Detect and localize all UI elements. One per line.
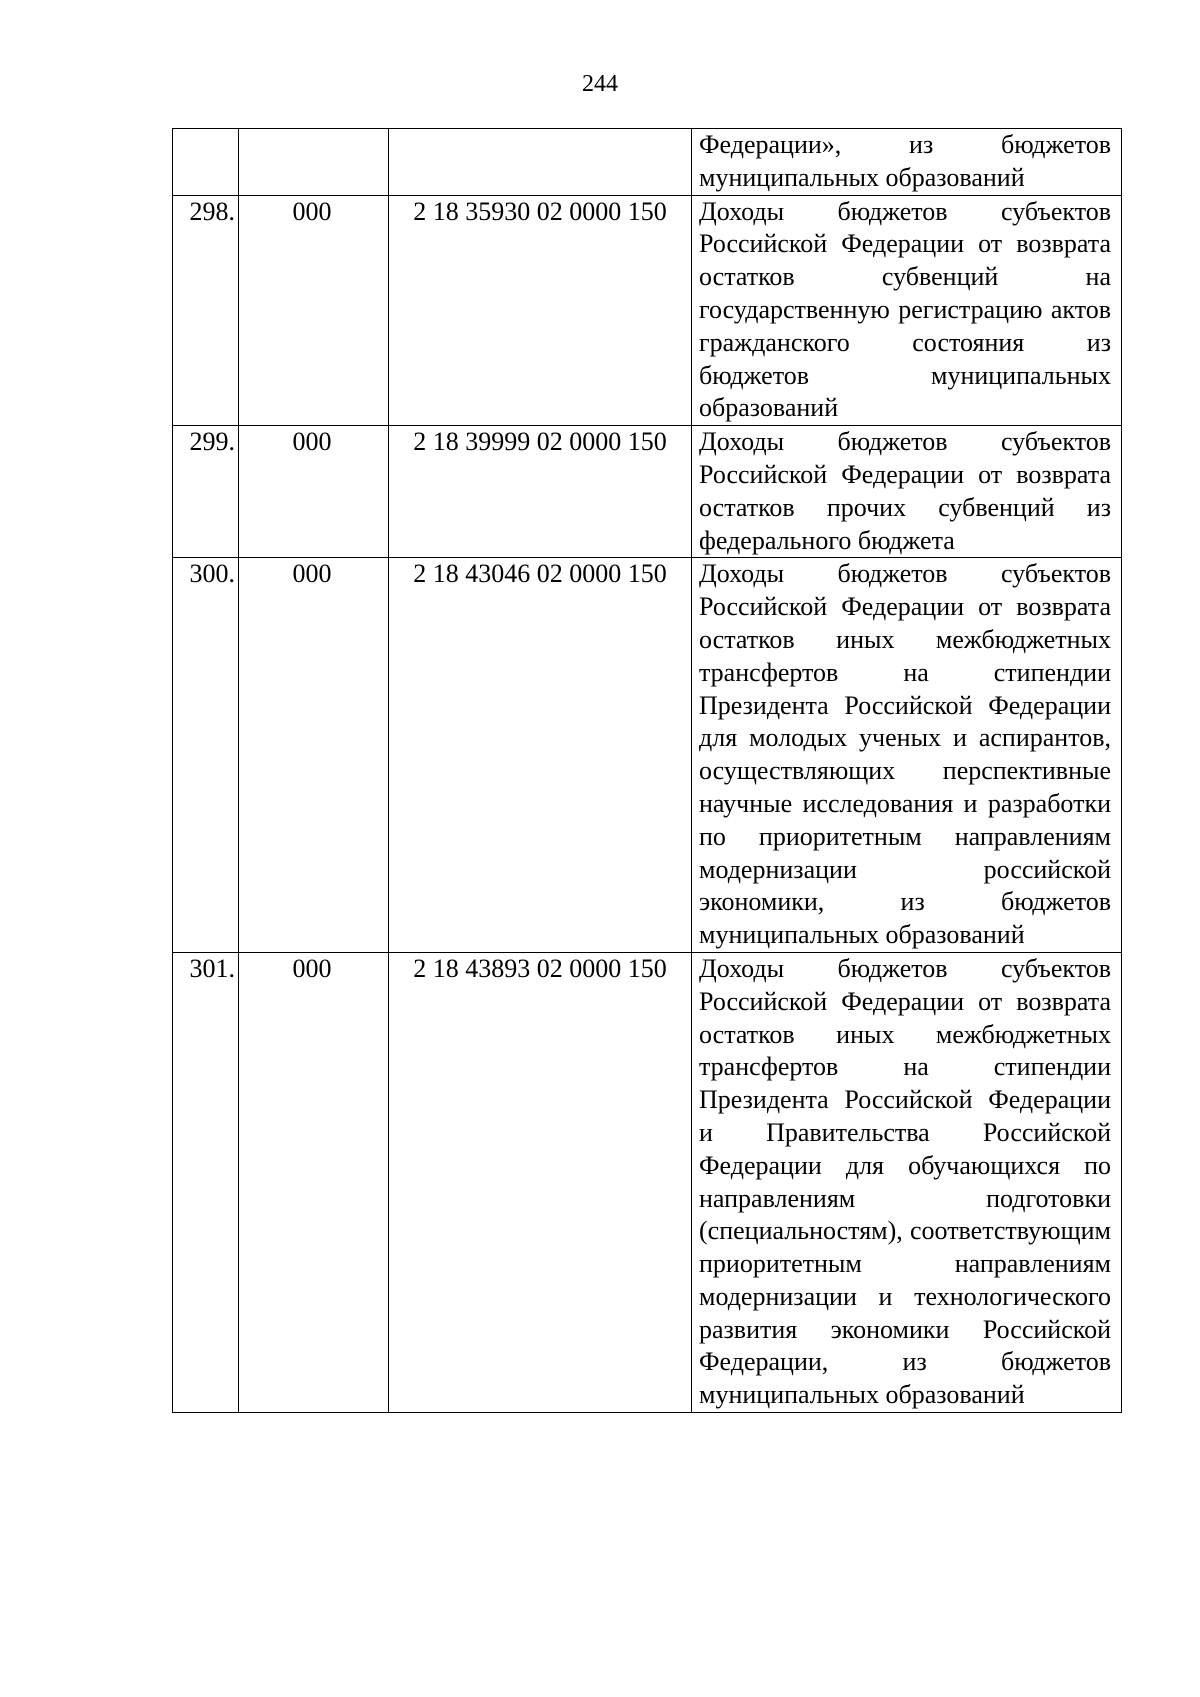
row-number-cell: 301. xyxy=(173,952,239,1412)
budget-code-cell xyxy=(389,129,692,196)
description-cell: Доходы бюджетов субъектов Российской Федерации от возврата остатков иных межбюджетных трансфертов на стипендии Президента Российской Федерации и Правительства Российской Федерации для обучающихся по направлениям подготовки (специальностям), соответствующим приоритетным направлениям модернизации и технологического развития экономики Российской Федерации, из бюджетов муниципальных образований xyxy=(692,952,1122,1412)
table-row xyxy=(173,952,1122,1412)
admin-code-cell: 000 xyxy=(239,952,389,1412)
row-number-cell: 298. xyxy=(173,195,239,426)
row-number-cell: 300. xyxy=(173,558,239,953)
row-number-cell: 299. xyxy=(173,426,239,558)
description-cell: Доходы бюджетов субъектов Российской Федерации от возврата остатков субвенций на государственную регистрацию актов гражданского состояния из бюджетов муниципальных образований xyxy=(692,195,1122,426)
description-cell: Доходы бюджетов субъектов Российской Федерации от возврата остатков прочих субвенций из федерального бюджета xyxy=(692,426,1122,558)
table-row xyxy=(173,195,1122,426)
income-codes-table xyxy=(172,128,1122,1413)
admin-code-cell xyxy=(239,129,389,196)
budget-code-cell: 2 18 43046 02 0000 150 xyxy=(389,558,692,953)
budget-code-cell: 2 18 35930 02 0000 150 xyxy=(389,195,692,426)
row-number-cell xyxy=(173,129,239,196)
description-cell: Доходы бюджетов субъектов Российской Федерации от возврата остатков иных межбюджетных трансфертов на стипендии Президента Российской Федерации для молодых ученых и аспирантов, осуществляющих перспективные научные исследования и разработки по приоритетным направлениям модернизации российской экономики, из бюджетов муниципальных образований xyxy=(692,558,1122,953)
page-number: 244 xyxy=(582,71,618,97)
admin-code-cell: 000 xyxy=(239,426,389,558)
admin-code-cell: 000 xyxy=(239,195,389,426)
budget-code-cell: 2 18 39999 02 0000 150 xyxy=(389,426,692,558)
table-row xyxy=(173,426,1122,558)
table-row xyxy=(173,558,1122,953)
table-row xyxy=(173,129,1122,196)
description-cell: Федерации», из бюджетов муниципальных образований xyxy=(692,129,1122,196)
admin-code-cell: 000 xyxy=(239,558,389,953)
budget-code-cell: 2 18 43893 02 0000 150 xyxy=(389,952,692,1412)
